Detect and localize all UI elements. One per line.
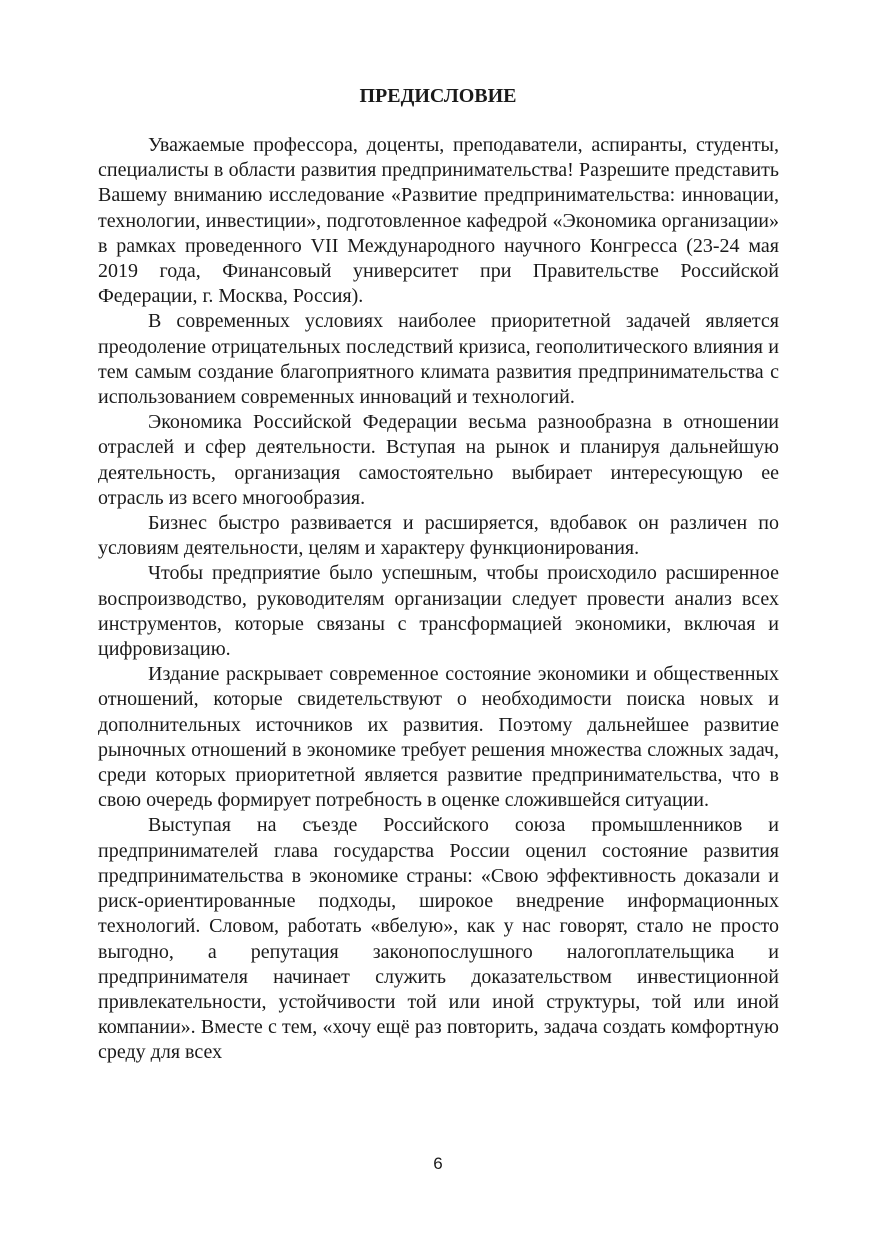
paragraph-2: В современных условиях наиболее приоритетной задачей является преодоление отрицательных последствий кризиса, геополитического влияния и тем самым создание благоприятного климата развития предпринимательства с использованием современных инноваций и технологий. — [98, 310, 779, 409]
page-title: ПРЕДИСЛОВИЕ — [359, 85, 517, 107]
page-number: 6 — [433, 1154, 443, 1173]
paragraph-3: Экономика Российской Федерации весьма разнообразна в отношении отраслей и сфер деятельности. Вступая на рынок и планируя дальнейшую деятельность, организация самостоятельно выбирает интересующую ее отрасль из всего многообразия. — [98, 411, 779, 509]
body-text — [98, 133, 779, 1066]
paragraph-1: Уважаемые профессора, доценты, преподаватели, аспиранты, студенты, специалисты в области развития предпринимательства! Разрешите представить Вашему вниманию исследование «Развитие предпринимательства: инновации, технологии, инвестиции», подготовленное кафедрой «Экономика организации» в рамках проведенного VII Международного научного Конгресса (23-24 мая 2019 года, Финансовый университет при Правительстве Российской Федерации, г. Москва, Россия). — [98, 134, 779, 308]
paragraph-6: Издание раскрывает современное состояние экономики и общественных отношений, которые свидетельствуют о необходимости поиска новых и дополнительных источников их развития. Поэтому дальнейшее развитие рыночных отношений в экономике требует решения множества сложных задач, среди которых приоритетной является развитие предпринимательства, что в свою очередь формирует потребность в оценке сложившейся ситуации. — [98, 663, 779, 812]
paragraph-7: Выступая на съезде Российского союза промышленников и предпринимателей глава государства России оценил состояние развития предпринимательства в экономике страны: «Свою эффективность доказали и риск-ориентированные подходы, широкое внедрение информационных технологий. Словом, работать «вбелую», как у нас говорят, стало не просто выгодно, а репутация законопослушного налогоплательщика и предпринимателя начинает служить доказательством инвестиционной привлекательности, устойчивости той или иной структуры, той или иной компании». Вместе с тем, «хочу ещё раз повторить, задача создать комфортную среду для всех — [98, 814, 779, 1064]
paragraph-5: Чтобы предприятие было успешным, чтобы происходило расширенное воспроизводство, руководителям организации следует провести анализ всех инструментов, которые связаны с трансформацией экономики, включая и цифровизацию. — [98, 562, 779, 661]
paragraph-4: Бизнес быстро развивается и расширяется, вдобавок он различен по условиям деятельности, целям и характеру функционирования. — [98, 512, 779, 560]
